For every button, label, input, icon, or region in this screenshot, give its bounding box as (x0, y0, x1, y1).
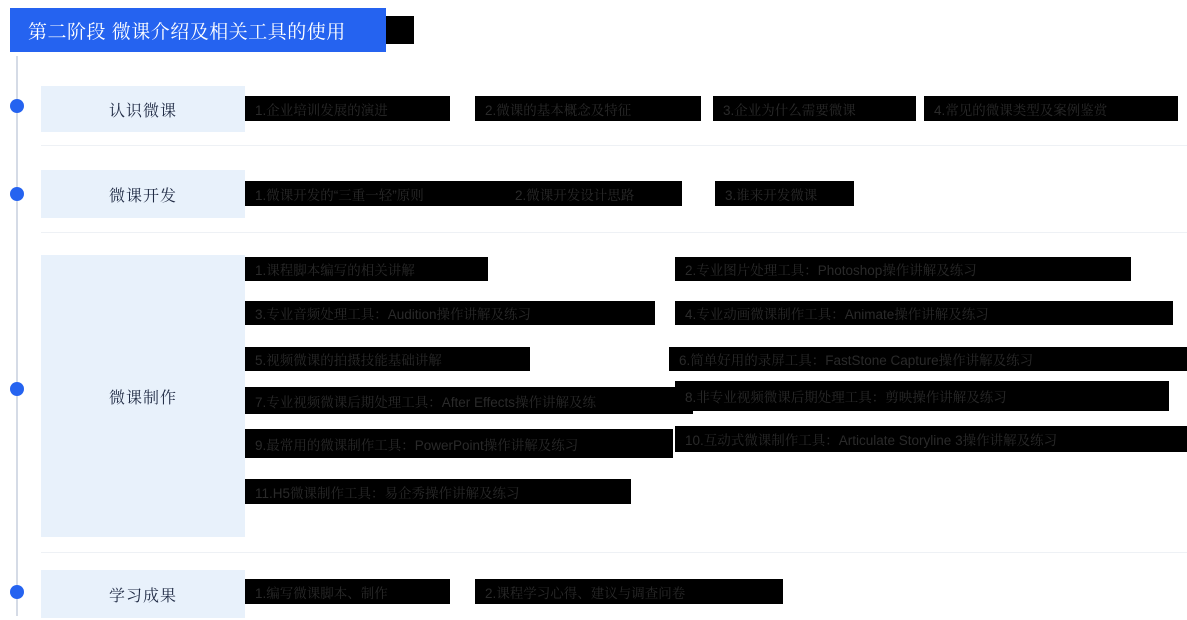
item-chip[interactable]: 10.互动式微课制作工具：Articulate Storyline 3操作讲解及练习 (675, 426, 1187, 452)
section-divider-1 (41, 145, 1187, 146)
item-chip[interactable]: 1.微课开发的“三重一轻”原则 (245, 181, 510, 206)
item-chip[interactable]: 2.专业图片处理工具：Photoshop操作讲解及练习 (675, 257, 1131, 281)
item-chip[interactable]: 2.微课开发设计思路 (505, 181, 682, 206)
item-chip[interactable]: 8.非专业视频微课后期处理工具：剪映操作讲解及练习 (675, 381, 1169, 411)
section-label-1: 认识微课 (41, 86, 245, 132)
header-banner (10, 8, 386, 52)
item-chip[interactable]: 3.企业为什么需要微课 (713, 96, 916, 121)
timeline-dot-1 (10, 99, 24, 113)
section-label-2: 微课开发 (41, 170, 245, 218)
item-chip[interactable]: 2.微课的基本概念及特征 (475, 96, 701, 121)
timeline-axis (16, 56, 18, 616)
timeline-dot-4 (10, 585, 24, 599)
item-chip[interactable]: 5.视频微课的拍摄技能基础讲解 (245, 347, 530, 371)
item-chip[interactable]: 7.专业视频微课后期处理工具：After Effects操作讲解及练 (245, 387, 693, 414)
item-chip[interactable]: 9.最常用的微课制作工具：PowerPoint操作讲解及练习 (245, 429, 673, 458)
section-divider-3 (41, 552, 1187, 553)
item-chip[interactable]: 1.编写微课脚本、制作 (245, 579, 450, 604)
item-chip[interactable]: 4.专业动画微课制作工具：Animate操作讲解及练习 (675, 301, 1173, 325)
item-chip[interactable]: 3.谁来开发微课 (715, 181, 854, 206)
item-chip[interactable]: 11.H5微课制作工具：易企秀操作讲解及练习 (245, 479, 631, 504)
item-chip[interactable]: 1.课程脚本编写的相关讲解 (245, 257, 488, 281)
section-label-3: 微课制作 (41, 255, 245, 537)
timeline-dot-3 (10, 382, 24, 396)
section-divider-2 (41, 232, 1187, 233)
item-chip[interactable]: 2.课程学习心得、建议与调查问卷 (475, 579, 783, 604)
item-chip[interactable]: 4.常见的微课类型及案例鉴赏 (924, 96, 1178, 121)
item-chip[interactable]: 6.简单好用的录屏工具：FastStone Capture操作讲解及练习 (669, 347, 1187, 371)
page-title: 第二阶段 微课介绍及相关工具的使用 (28, 21, 346, 43)
header-redaction-block (386, 16, 414, 44)
timeline-dot-2 (10, 187, 24, 201)
item-chip[interactable]: 1.企业培训发展的演进 (245, 96, 450, 121)
section-label-4: 学习成果 (41, 570, 245, 618)
item-chip[interactable]: 3.专业音频处理工具：Audition操作讲解及练习 (245, 301, 655, 325)
